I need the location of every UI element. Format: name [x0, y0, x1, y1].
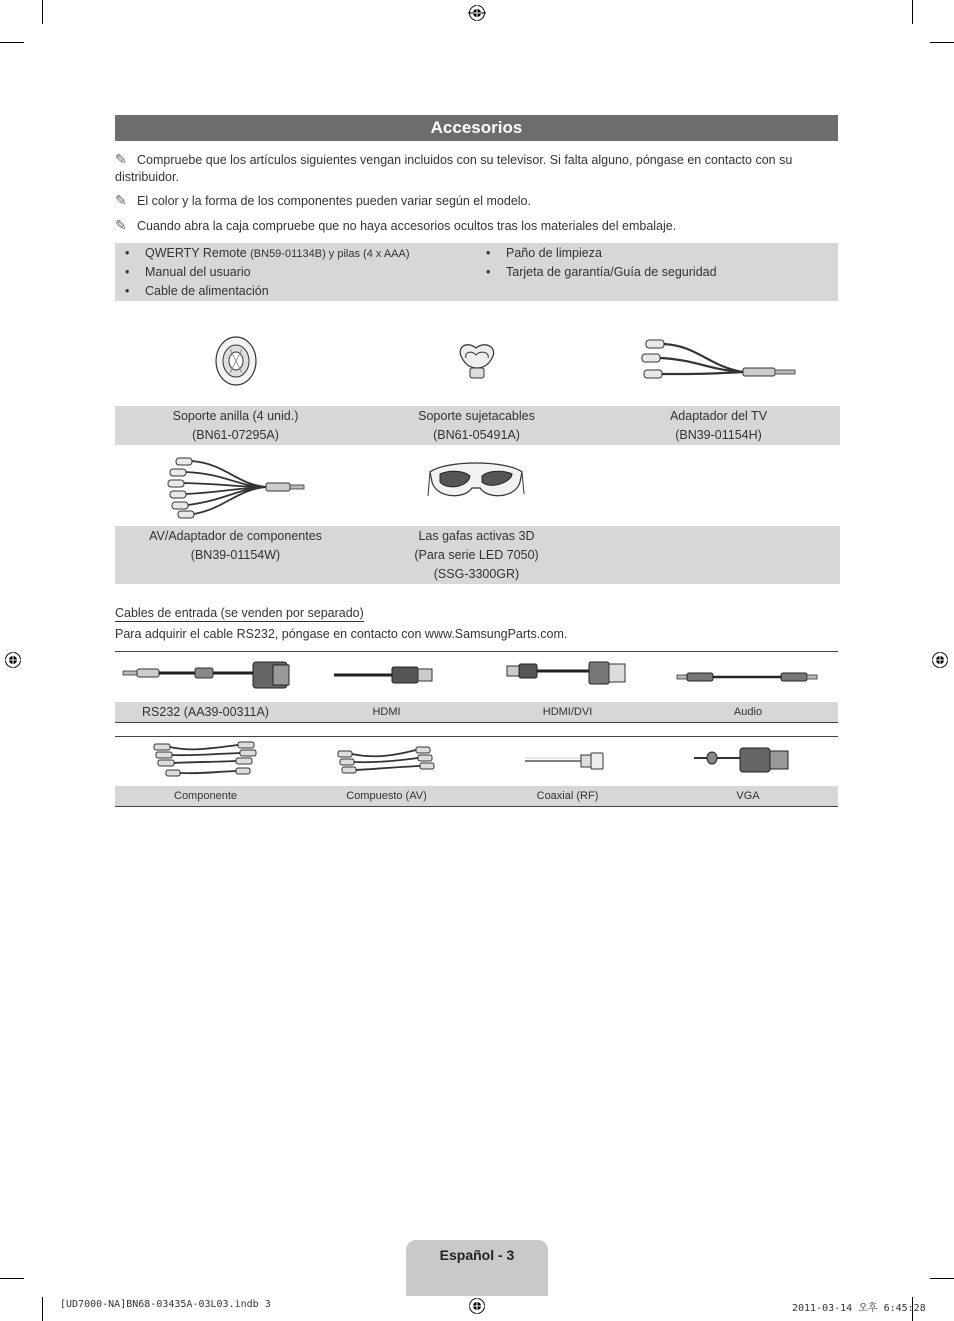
vga-cable-icon	[694, 746, 790, 774]
registration-mark-icon	[4, 651, 22, 669]
crop-mark	[930, 42, 954, 43]
registration-mark-icon	[931, 651, 949, 669]
caption-tv-adapter: Adaptador del TV (BN39-01154H)	[669, 409, 768, 442]
av-component-adapter-icon	[166, 456, 306, 518]
accessory-caption-row	[115, 406, 840, 445]
note-color-shape: ✎ El color y la forma de los componentes pueden variar según el modelo.	[115, 192, 531, 208]
included-items-box	[115, 243, 838, 301]
crop-mark	[42, 0, 43, 24]
registration-mark-icon	[468, 1297, 486, 1315]
cables-note: Para adquirir el cable RS232, póngase en contacto con www.SamsungParts.com.	[115, 627, 568, 641]
cable-holder-icon	[454, 338, 500, 384]
footer-timestamp: 2011-03-14 오후 6:45:28	[792, 1303, 926, 1314]
caption-av-component-adapter: AV/Adaptador de componentes (BN39-01154W)	[149, 529, 322, 562]
caption-rs232: RS232 (AA39-00311A)	[142, 705, 269, 719]
caption-vga: VGA	[736, 790, 760, 802]
cable-caption-row	[115, 786, 838, 807]
registration-mark-icon	[468, 4, 486, 22]
audio-cable-icon	[677, 670, 819, 684]
page-number-label: Español - 3	[406, 1240, 548, 1296]
crop-mark	[0, 42, 24, 43]
list-item: • Manual del usuario	[125, 265, 251, 279]
tv-adapter-icon	[638, 336, 798, 386]
hdmi-cable-icon	[334, 663, 434, 687]
list-item: • Paño de limpieza	[486, 246, 602, 260]
crop-mark	[930, 1278, 954, 1279]
hdmi-dvi-cable-icon	[507, 660, 627, 688]
component-cable-icon	[152, 740, 264, 780]
rs232-cable-icon	[123, 660, 293, 690]
cable-caption-row	[115, 702, 838, 723]
section-title: Accesorios	[115, 115, 838, 141]
list-item: • QWERTY Remote (BN59-01134B) y pilas (4 x AAA)	[125, 246, 410, 260]
caption-composite-av: Compuesto (AV)	[346, 790, 427, 802]
accessory-caption-row	[115, 526, 840, 584]
caption-coaxial-rf: Coaxial (RF)	[536, 790, 599, 802]
caption-hdmi: HDMI	[372, 706, 401, 718]
coaxial-rf-cable-icon	[525, 752, 605, 770]
ring-holder-icon	[214, 335, 258, 387]
pencil-note-icon: ✎	[115, 192, 127, 208]
caption-ring-holder: Soporte anilla (4 unid.) (BN61-07295A)	[172, 409, 299, 442]
cables-heading: Cables de entrada (se venden por separado)	[115, 606, 364, 620]
crop-mark	[0, 1278, 24, 1279]
footer-file-info: [UD7000-NA]BN68-03435A-03L03.indb 3	[60, 1299, 271, 1310]
3d-glasses-icon	[426, 458, 526, 508]
crop-mark	[42, 1297, 43, 1321]
caption-3d-glasses: Las gafas activas 3D (Para serie LED 7050) (SSG-3300GR)	[414, 529, 539, 581]
pencil-note-icon: ✎	[115, 217, 127, 233]
caption-audio: Audio	[733, 706, 763, 718]
note-included: ✎ Compruebe que los artículos siguientes vengan incluidos con su televisor. Si falta alguno, póngase en contacto con su distribuidor.	[115, 151, 793, 184]
list-item: • Tarjeta de garantía/Guía de seguridad	[486, 265, 717, 279]
composite-av-cable-icon	[336, 745, 436, 775]
caption-component: Componente	[174, 790, 237, 802]
crop-mark	[912, 0, 913, 24]
caption-cable-holder: Soporte sujetacables (BN61-05491A)	[418, 409, 535, 442]
list-item: • Cable de alimentación	[125, 284, 269, 298]
caption-hdmi-dvi: HDMI/DVI	[542, 706, 593, 718]
pencil-note-icon: ✎	[115, 151, 127, 167]
note-hidden-accessories: ✎ Cuando abra la caja compruebe que no haya accesorios ocultos tras los materiales del embalaje.	[115, 217, 677, 233]
